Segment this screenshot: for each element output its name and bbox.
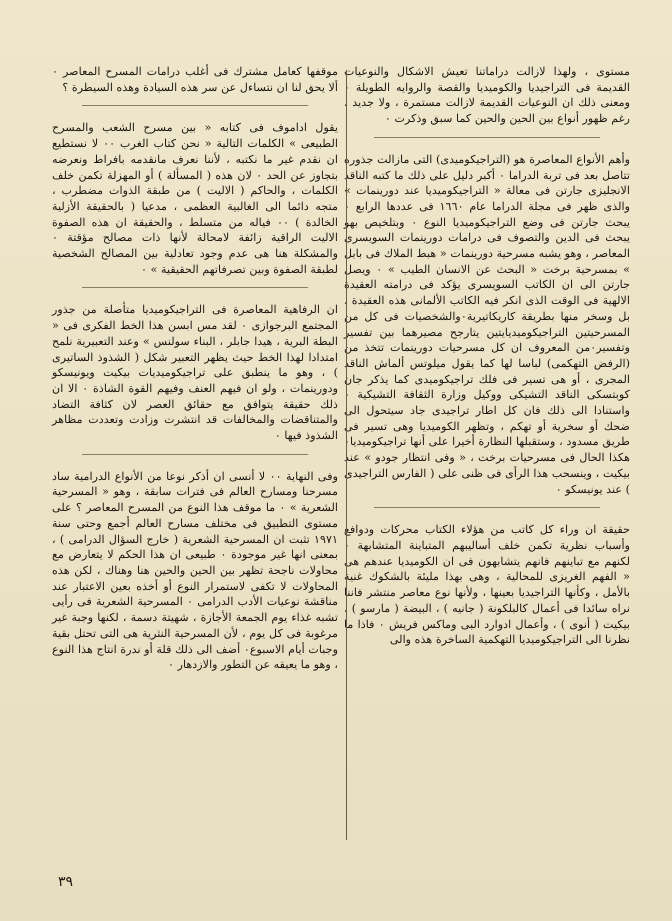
paragraph: حقيقة ان وراء كل كاتب من هؤلاء الكتاب محركات ودوافع وأسباب نظرية تكمن خلف أساليبهم المتباينة المتشابهة ٠ لكنهم مع تباينهم فانهم يتشابهون فى ان الكوميديا عندهم هى « الفهم الغريزى للمحالية ، وهى بهذا مليئة بالشكوك غنية بالأمل ، وكأنها التراجيديا بعينها ، ولأنها نوع معاصر منتشر فاننا نراه سائدا فى أعمال كالبلكونة ( جانيه ) ، البيضة ( مارسو ) ، بيكيت ( أنوى ) ، وأعمال ادوارد البى وماكس فريش ٠ فاذا ما نظرنا الى التراجيكوميديا التهكمية الساخرة هذه والى	[344, 523, 630, 647]
paragraph-divider	[374, 137, 600, 138]
column-divider	[346, 70, 347, 840]
paragraph: وفى النهاية ٠٠ لا أنسى ان أذكر نوعا من الأنواع الدرامية ساد مسرحنا ومسارح العالم فى فترات سابقة ، وهو « المسرحية الشعرية » ٠ ما موقف هذا النوع من المسرح المعاصر ؟ على مستوى التطبيق فى مختلف مسارح العالم أجمع وحتى سنة ١٩٧١ تثبت ان المسرحية الشعرية ( خارج السؤال الدرامى ) ، بمعنى انها غير موجودة ٠ طبيعى ان هذا الحكم لا يتعارض مع محاولات ناجحة تظهر بين الحين والحين هنا وهناك ، لكن هذه المحاولات لا تكفى لاستمرار النوع أو أخذه بعين الاعتبار عند مناقشة نوعيات الأدب الدرامى ٠ المسرحية الشعرية فى رأيى تشبه غذاء يوم الجمعة الأجازة ، شهيتة دسمة ، لكنها وجبة غير مرغوبة فى كل يوم ، لأن المسرحية النثرية هى التى تحتل بقية وجبات أيام الاسبوع٠ أضف الى ذلك قلة أو ندرة انتاج هذا النوع ، وهو ما يعيقه عن التطور والازدهار ٠	[52, 469, 339, 672]
paragraph: وأهم الأنواع المعاصرة هو (التراجيكوميدى) التى مازالت جذوره تتاصل بعد فى تربة الدراما ٠ أكبر دليل على ذلك ما كتبه الناقد الانجليزى جارتن فى معالة « التراجيكوميديا عند دورينمات » والذى ظهر فى مجلة الدراما عام ١٦٦٠ فى عددها الرابع ٠ يبحث جارتن فى وضع التراجيكوميديا النوع ٠ وبتلخيص بهو يبحث فى الدين والتصوف فى درامات دورينمات السويسرى المعاصر ، وهو يشبه مسرحية دورينمات « هبط الملاك فى بابل » بمسرحية برخت « البحث عن الانسان الطيب » ٠ ويصل جارتن الى ان الكاتب السويسرى يؤكد فى درامته العقيدة الالهية فى الوقت الذى انكر فيه الكاتب الألمانى هذه العقيدة ، بل وسخر منها بطريقة كاريكاتيرية٠والشخصيات فى كل من المسرحيتين التراجيكوميديايتين يتارجح مصيرهما بين تفسير وتفسير٠من المعروف ان كل مسرحيات دورينمات تتخذ من (الرفض التهكمى) لباسا لها كما يقول ميلوتس ألماش الناقد المجرى ، أو هى تسير فى فلك تراجيكوميدى كما يذكر جان كوبتسكى الناقد التشيكى ووكيل وزارة الثقافة التشيكية ٠ واستنادا الى ذلك فان كل اطار تراجيدى جاد سيتحول الى ضحك أو سخرية أو تهكم ، وتظهر الكوميديا وهى تسير فى طريق مسدود ، وستقبلها النظارة أخيرا على أنها تراجيكوميديا٠ هكذا الحال فى مسرحيات برخت ، « وفى انتظار جودو » عند بيكيت ، وينسحب هذا الرأى فى ظنى على ( الفارس التراجيدى ) عند يونيسكو ٠	[344, 152, 630, 496]
paragraph-divider	[82, 287, 308, 288]
left-column	[52, 64, 338, 683]
paragraph-divider	[374, 507, 600, 508]
page-number: ٣٩	[58, 874, 74, 890]
paragraph: ان الرفاهية المعاصرة فى التراجيكوميديا متأصلة من جذور المجتمع البرجوازى ٠ لقد مس ابسن هذا الخط الفكرى فى « البطة البرية ، هيدا جابلر ، البناء سولنس » وعند التعبيرية نلمح امتدادا لهذا الخط حيث يظهر التعبير شكل ( الشذوذ الساتيرى ) ، وهو ما ينطبق على تراجيكوميديات بيكيت ويونيسكو ودورينمات ، ولو ان فيهم العنف وفيهم القوة الشاذة ٠ الا ان ذلك حقيقة يتوافق مع حقائق العصر لان كثافة التضاد والمتناقضات والمخالفات قد انتشرت وزادت وتعددت مظاهر الشذوذ فيها ٠	[52, 303, 339, 443]
paragraph: مستوى ، ولهذا لازالت دراماتنا تعيش الاشكال والنوعيات القديمة فى التراجيديا والكوميديا والقصة والروايه الطويلة ٠ ومعنى ذلك ان النوعيات القديمة لازالت مستمرة ، ولا جديد ، رغم ظهور أنواع بين الحين والحين كما سبق وذكرت ٠	[344, 65, 630, 126]
paragraph: يقول اداموف فى كتابه « بين مسرح الشعب والمسرح الطبيعى » الكلمات التالية « نحن كتاب الغرب ٠٠ لا نستطيع ان نقدم غير ما نكتبه ، لأننا نعرف مانقدمه بافراط ونعرضه بتجاوز عن الحد ٠ لان هذه ( المسألة ) أو المهزلة تكمن خلف الكلمات ، والحاكم ( الاليت ) من طبقة الذوات مضطرب ، متجه دائما الى الغالبية العظمى ، مدعيا ( بالحقيقة الأزلية الخالدة ) ٠٠ فياله من متسلط ، والحقيقة ان هذه الصفوة الاليت الراقية زائفة لامحالة لأنها ذات مصالح مؤقتة ٠ والمشكلة هنا هى عدم وجود تعادلية بين المصالح الشخصية لطبقة الصفوة وبين تصرفاتهم الحقيقية » ٠	[52, 121, 338, 276]
paragraph-divider	[82, 105, 308, 106]
right-column	[344, 64, 630, 658]
paragraph: موقفها كعامل مشترك فى أغلب درامات المسرح المعاصر ٠ ألا يحق لنا ان نتساءل عن سر هذه السيادة وهذه السيطرة ؟	[52, 65, 338, 94]
paragraph-divider	[82, 454, 308, 455]
